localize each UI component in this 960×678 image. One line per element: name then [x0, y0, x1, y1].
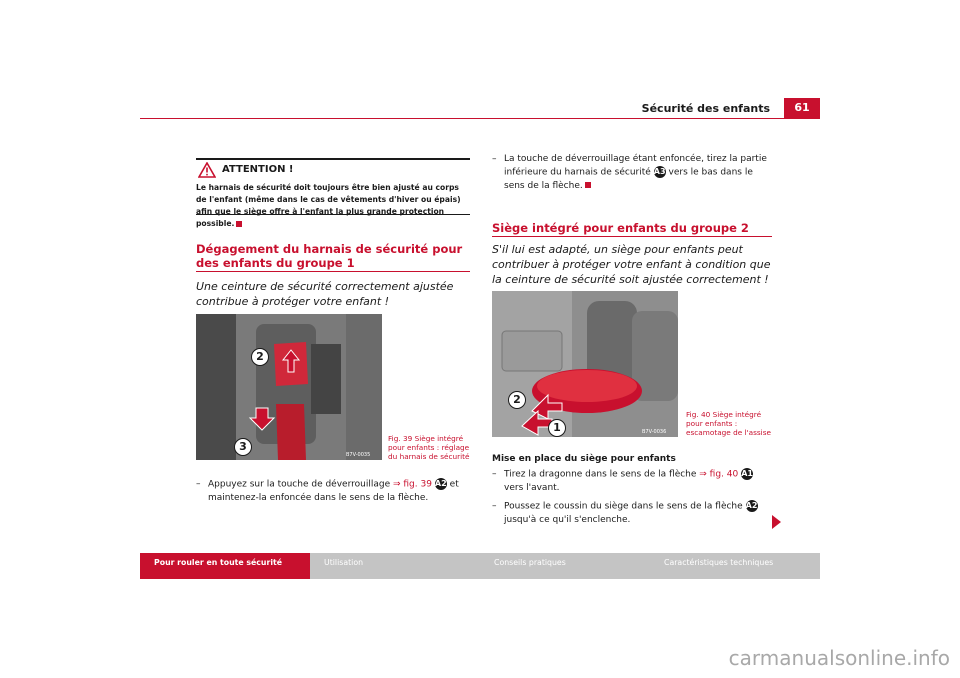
next-page-arrow-icon[interactable]: [772, 515, 781, 529]
footer-tab-tips[interactable]: Conseils pratiques: [480, 553, 650, 579]
figure-40-illustration: [492, 291, 678, 437]
section-title-group1: Dégagement du harnais de sécurité pour des enfants du groupe 1: [196, 242, 463, 270]
instruction-step: – Tirez la dragonne dans le sens de la flèche ⇒ fig. 40 A1 vers l'avant.: [492, 469, 753, 493]
figure-40-caption: Fig. 40 Siège intégré pour enfants : escamotage de l'assise: [686, 410, 771, 437]
badge-icon: A2: [745, 501, 758, 510]
footer-tab-safety[interactable]: Pour rouler en toute sécurité: [140, 553, 310, 579]
figure-40-marker-1: 1: [548, 417, 566, 437]
footer-tab-usage[interactable]: Utilisation: [310, 553, 480, 579]
end-marker-icon: [236, 221, 242, 227]
figure-39-caption: Fig. 39 Siège intégré pour enfants : réglage du harnais de sécurité: [388, 434, 470, 461]
figure-reference-link[interactable]: ⇒ fig. 39: [392, 479, 432, 490]
section-rule: [492, 236, 772, 237]
watermark: carmanualsonline.info: [728, 646, 950, 670]
figure-40: [492, 291, 678, 437]
header-rule: [140, 118, 820, 119]
warning-title: ATTENTION !: [222, 164, 294, 175]
instruction-step: – Poussez le coussin du siège dans le sens de la flèche A2 jusqu'à ce qu'il s'enclenche.: [492, 501, 758, 525]
section-intro-group2: S'il lui est adapté, un siège pour enfants peut contribuer à protéger votre enfant à condition que la ceinture de sécurité soit ajustée correctement !: [492, 243, 771, 286]
badge-icon: A3: [653, 167, 666, 176]
section-intro-group1: Une ceinture de sécurité correctement ajustée contribue à protéger votre enfant !: [196, 280, 454, 308]
badge-icon: A1: [741, 469, 753, 478]
badge-icon: A2: [434, 479, 447, 488]
warning-triangle-icon: [198, 162, 216, 178]
figure-reference-link[interactable]: ⇒ fig. 40: [699, 469, 739, 480]
figure-39-code: B7V-0035: [346, 452, 371, 458]
section-title-group2: Siège intégré pour enfants du groupe 2: [492, 221, 749, 235]
subheading: Mise en place du siège pour enfants: [492, 454, 676, 464]
footer-tab-specs[interactable]: Caractéristiques techniques: [650, 553, 820, 579]
figure-39: [196, 314, 382, 460]
figure-39-marker-3: 3: [234, 436, 252, 456]
end-marker-icon: [585, 182, 591, 188]
figure-39-illustration: [196, 314, 382, 460]
section-rule: [196, 271, 470, 272]
figure-39-marker-2: 2: [251, 346, 269, 366]
warning-text: Le harnais de sécurité doit toujours être bien ajusté au corps de l'enfant (même dans le cas de vêtements d'hiver ou épais) afin que le siège offre à l'enfant la plus grande protection possible.: [196, 183, 461, 228]
page-number: 61: [784, 98, 820, 118]
figure-40-marker-2: 2: [508, 389, 526, 409]
warning-box: [196, 158, 470, 228]
instruction-step: – Appuyez sur la touche de déverrouillage ⇒ fig. 39 A2 et maintenez-la enfoncée dans le sens de la flèche.: [196, 479, 459, 503]
running-header-title: Sécurité des enfants: [641, 102, 770, 115]
figure-40-code: B7V-0036: [642, 429, 667, 435]
instruction-step: – La touche de déverrouillage étant enfoncée, tirez la partie inférieure du harnais de sécurité A3 vers le bas dans le sens de la flèche.: [492, 154, 767, 191]
